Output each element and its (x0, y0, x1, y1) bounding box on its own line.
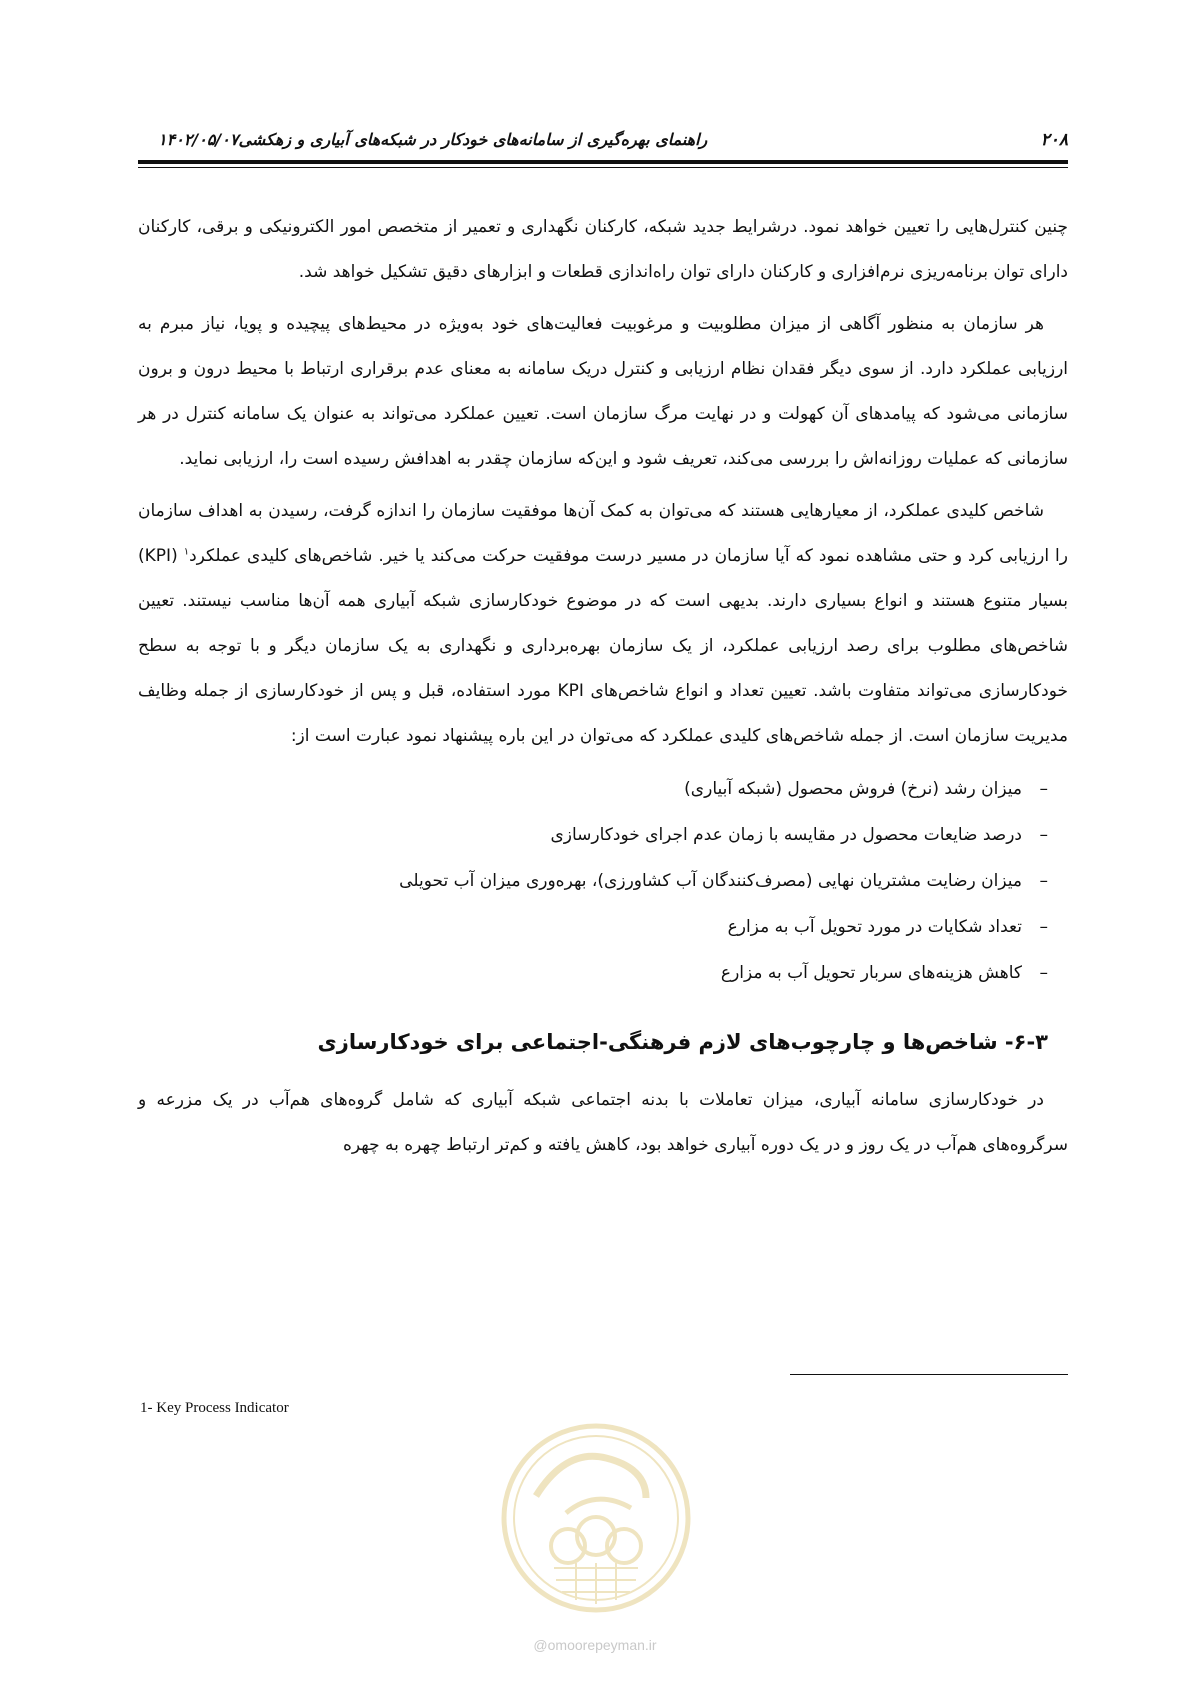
footnote-separator (790, 1374, 1068, 1375)
running-title (138, 130, 707, 149)
list-bullet: – (1039, 779, 1048, 799)
list-bullet: – (1039, 917, 1048, 937)
watermark-caption: @omoorepeyman.ir (533, 1637, 657, 1653)
list-bullet: – (1039, 963, 1048, 983)
paragraph-3 (138, 489, 1068, 759)
paragraph-2: هر سازمان به منظور آگاهی از میزان مطلوبیت و مرغوبیت فعالیت‌های خود به‌ویژه در محیط‌های پیچیده و پویا، نیاز مبرم به ارزیابی عملکرد دارد. از سوی دیگر فقدان نظام ارزیابی و کنترل دریک سامانه به معنای عدم برقراری ارتباط با محیط درون و برون سازمانی می‌شود که پیامدهای آن کهولت و در نهایت مرگ سازمان است. تعیین عملکرد می‌تواند به عنوان یک سامانه کنترل در هر سازمانی که عملیات روزانه‌اش را بررسی می‌کند، تعریف شود و این‌که سازمان چقدر به اهدافش رسیده است را، ارزیابی نماید. (138, 314, 1068, 469)
header-date: ۱۴۰۲/۰۵/۰۷ (158, 130, 239, 149)
list-item-text: میزان رضایت مشتریان نهایی (مصرف‌کنندگان آب کشاورزی)، بهره‌وری میزان آب تحویلی (399, 871, 1022, 891)
paragraph-3-text-end: (KPI) بسیار متنوع هستند و انواع بسیاری دارند. بدیهی است که در موضوع خودکارسازی شبکه آبیاری همه آن‌ها مناسب نیستند. تعیین شاخص‌های مطلوب برای رصد ارزیابی عملکرد، از یک سازمان بهره‌برداری و نگهداری به یک سازمان دیگر و با توجه به سطح خودکارسازی می‌تواند متفاوت باشد. تعیین تعداد و انواع شاخص‌های KPI مورد استفاده، قبل و پس از خودکارسازی از جمله وظایف مدیریت سازمان است. از جمله شاخص‌های کلیدی عملکرد که می‌توان در این باره پیشنهاد نمود عبارت است از: (138, 546, 1068, 746)
watermark-logo-icon (496, 1418, 696, 1618)
section-heading: ۶-۳- شاخص‌ها و چارچوب‌های لازم فرهنگی-اجتماعی برای خودکارسازی (317, 1030, 1048, 1054)
list-item-text: تعداد شکایات در مورد تحویل آب به مزارع (727, 917, 1022, 937)
list-item (138, 858, 1048, 904)
list-item (138, 812, 1048, 858)
list-item-text: میزان رشد (نرخ) فروش محصول (شبکه آبیاری) (684, 779, 1022, 799)
page-header (138, 118, 1068, 158)
list-item (138, 904, 1048, 950)
header-book-title: راهنمای بهره‌گیری از سامانه‌های خودکار در شبکه‌های آبیاری و زهکشی (238, 130, 708, 149)
header-rule-thick (138, 160, 1068, 164)
paragraph-1: چنین کنترل‌هایی را تعیین خواهد نمود. درشرایط جدید شبکه، کارکنان نگهداری و تعمیر از متخصص امور الکترونیکی و برقی، کارکنان دارای توان برنامه‌ریزی نرم‌افزاری و کارکنان دارای توان راه‌اندازی قطعات و ابزارهای دقیق تشکیل خواهد شد. (138, 217, 1068, 282)
footnote-reference: ۱ (183, 546, 190, 558)
list-item (138, 766, 1048, 812)
page-number: ۲۰۸ (1040, 130, 1068, 150)
header-rule-thin (138, 167, 1068, 168)
list-item-text: کاهش هزینه‌های سربار تحویل آب به مزارع (720, 963, 1022, 983)
kpi-list (138, 766, 1068, 996)
paragraph-4: در خودکارسازی سامانه آبیاری، میزان تعاملات با بدنه اجتماعی شبکه آبیاری که شامل گروه‌های هم‌آب در یک مزرعه و سرگروه‌های هم‌آب در یک روز و در یک دوره آبیاری خواهد بود، کاهش یافته و کم‌تر ارتباط چهره به چهره (138, 1090, 1068, 1155)
list-item (138, 950, 1048, 996)
paragraph-3-text-start: شاخص کلیدی عملکرد، از معیارهایی هستند که می‌توان به کمک آن‌ها موفقیت سازمان را اندازه گرفت، رسیدن به اهداف سازمان را ارزیابی کرد و حتی مشاهده نمود که آیا سازمان در مسیر درست موفقیت حرکت می‌کند یا خیر. شاخص‌های کلیدی عملکرد (138, 501, 1068, 566)
list-bullet: – (1039, 825, 1048, 845)
footnote: 1- Key Process Indicator (140, 1400, 289, 1416)
page-body (138, 205, 1068, 1175)
list-bullet: – (1039, 871, 1048, 891)
list-item-text: درصد ضایعات محصول در مقایسه با زمان عدم اجرای خودکارسازی (550, 825, 1022, 845)
